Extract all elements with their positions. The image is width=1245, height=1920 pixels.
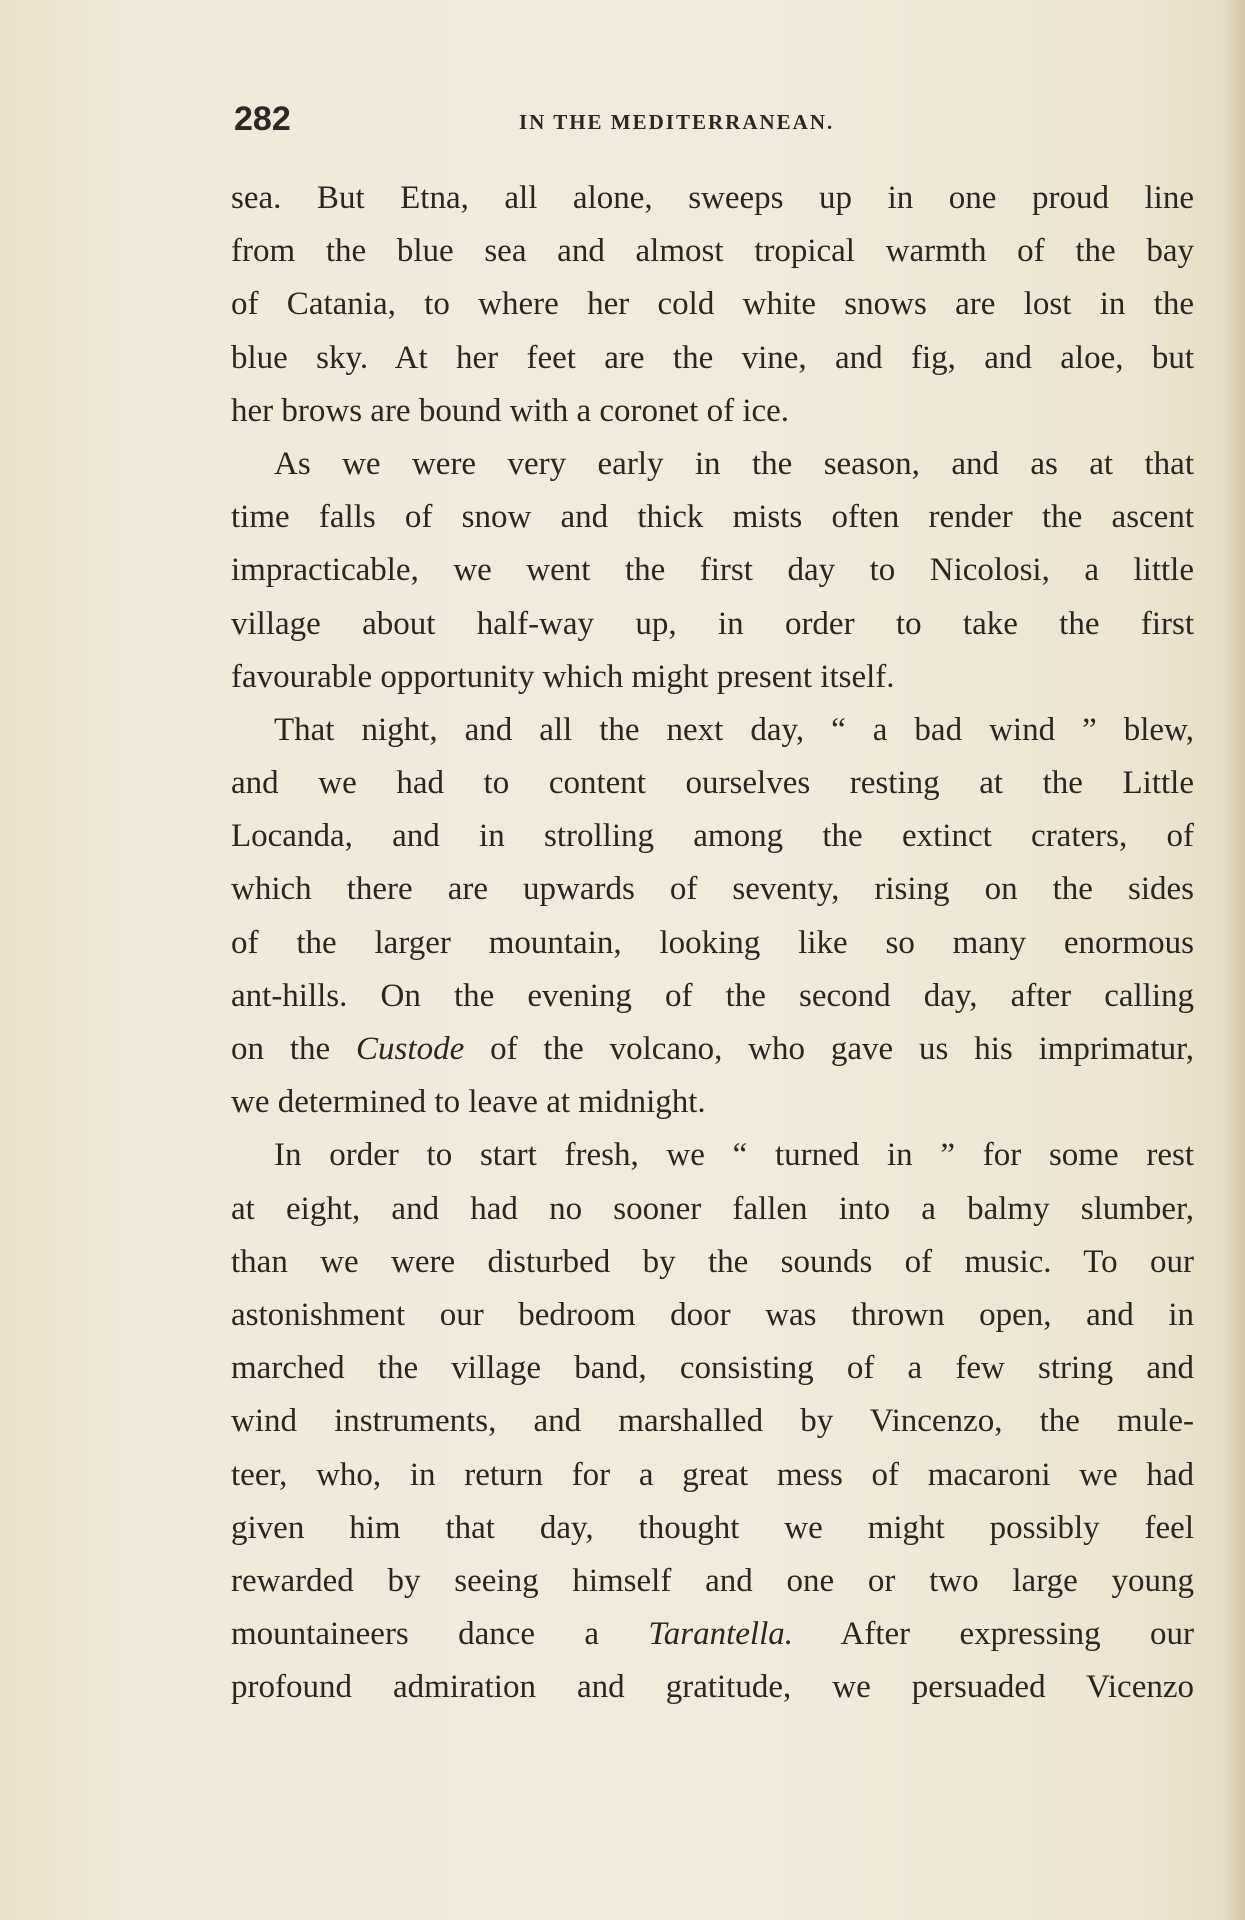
text-line: than we were disturbed by the sounds of music. To our	[231, 1243, 1194, 1280]
text-line	[231, 1023, 1194, 1076]
text-line: marched the village band, consisting of a few string and	[231, 1350, 1194, 1387]
text-line: of Catania, to where her cold white snows are lost in the	[231, 286, 1194, 323]
text-line: teer, who, in return for a great mess of macaroni we had	[231, 1456, 1194, 1493]
text-line: profound admiration and gratitude, we persuaded Vicenzo	[231, 1669, 1194, 1706]
page-header	[234, 100, 1194, 150]
italic-term: Tarantella.	[648, 1616, 793, 1653]
text-line: given him that day, thought we might possibly feel	[231, 1509, 1194, 1546]
text-line: at eight, and had no sooner fallen into a balmy slumber,	[231, 1190, 1194, 1227]
text-line: As we were very early in the season, and as at that	[274, 445, 1194, 482]
text-line: ant-hills. On the evening of the second day, after calling	[231, 977, 1194, 1014]
body-text	[231, 172, 1194, 1714]
text-segment: After expressing our	[793, 1616, 1194, 1653]
text-line: village about half-way up, in order to take the first	[231, 605, 1194, 642]
text-line: of the larger mountain, looking like so many enormous	[231, 924, 1194, 961]
text-segment: on the	[231, 1031, 357, 1067]
text-line: In order to start fresh, we “ turned in ” for some rest	[274, 1137, 1194, 1174]
text-line: That night, and all the next day, “ a bad wind ” blew,	[274, 711, 1194, 748]
text-line: rewarded by seeing himself and one or two large young	[231, 1562, 1194, 1599]
text-line	[231, 1608, 1194, 1661]
text-segment: of the volcano, who gave us his imprimatur,	[464, 1031, 1194, 1067]
text-line: astonishment our bedroom door was thrown open, and in	[231, 1296, 1194, 1333]
text-line: and we had to content ourselves resting at the Little	[231, 765, 1194, 802]
text-line: blue sky. At her feet are the vine, and fig, and aloe, but	[231, 339, 1194, 376]
running-head: IN THE MEDITERRANEAN.	[519, 110, 835, 134]
text-line: from the blue sea and almost tropical warmth of the bay	[231, 233, 1194, 270]
text-segment: mountaineers dance a	[231, 1616, 649, 1653]
text-line: favourable opportunity which might present itself.	[231, 658, 895, 695]
page-gutter-shadow	[1223, 0, 1245, 1920]
italic-term: Custode	[356, 1031, 465, 1067]
text-line: wind instruments, and marshalled by Vincenzo, the mule-	[231, 1403, 1194, 1440]
text-line: we determined to leave at midnight.	[231, 1084, 706, 1121]
text-line: Locanda, and in strolling among the extinct craters, of	[231, 818, 1194, 855]
text-line: which there are upwards of seventy, rising on the sides	[231, 871, 1194, 908]
text-line: impracticable, we went the first day to Nicolosi, a little	[231, 552, 1194, 589]
page-number: 282	[234, 100, 291, 138]
text-line: her brows are bound with a coronet of ice.	[231, 392, 790, 429]
text-line: sea. But Etna, all alone, sweeps up in one proud line	[231, 180, 1194, 216]
text-line: time falls of snow and thick mists often render the ascent	[231, 499, 1194, 536]
